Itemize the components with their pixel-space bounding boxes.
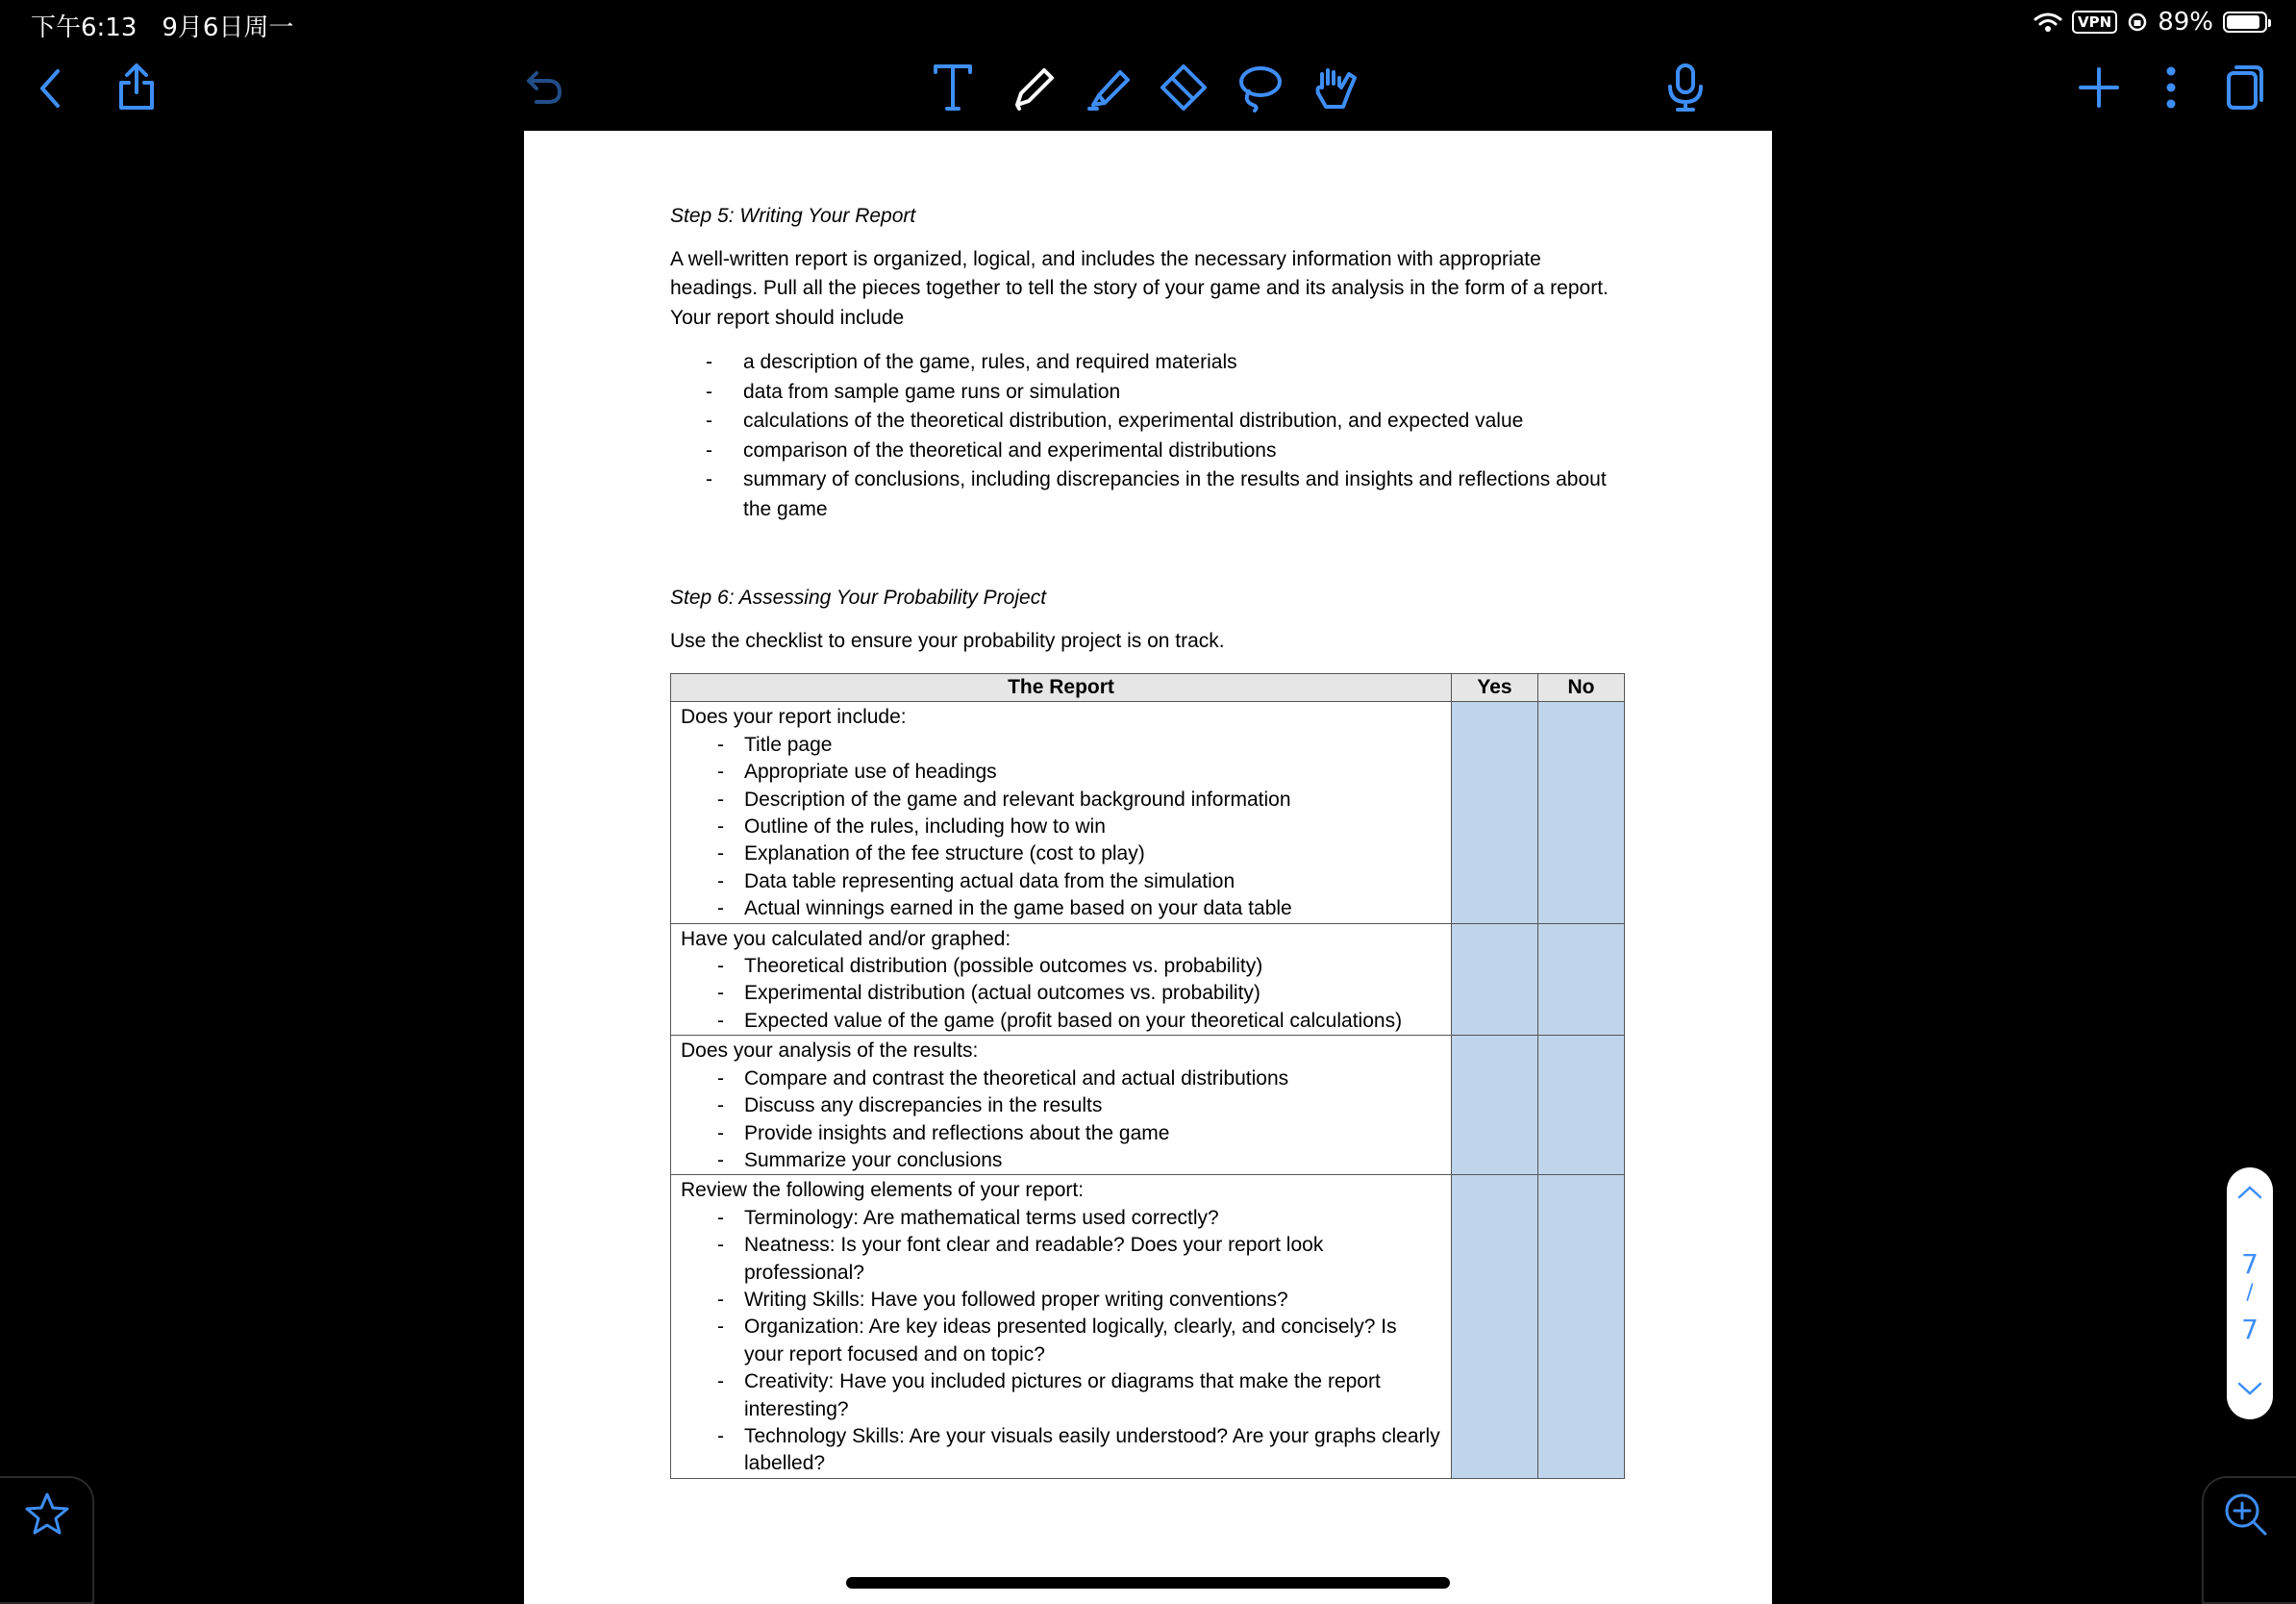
table-row [671,702,1625,923]
home-indicator [846,1577,1450,1589]
step6-paragraph: Use the checklist to ensure your probability project is on track. [670,629,1225,652]
checklist-item-text: Compare and contrast the theoretical and actual distributions [744,1066,1289,1090]
checklist-item-text: Provide insights and reflections about the game [744,1121,1170,1144]
table-row [671,1175,1625,1478]
checklist-item [681,1065,1441,1092]
bullet-text: calculations of the theoretical distribution, experimental distribution, and expected value [743,410,1524,432]
checklist-item-text: Expected value of the game (profit based on your theoretical calculations) [744,1009,1403,1032]
lasso-tool-button[interactable] [1233,60,1286,115]
step6-title: Step 6: Assessing Your Probability Project [670,587,1047,609]
checklist-item [681,814,1441,840]
eraser-icon [1159,63,1209,113]
table-header-row [671,674,1625,702]
more-icon [2165,65,2177,110]
bullet-dash: - [717,733,724,756]
step5-bullet-list [670,348,1625,524]
step5-bullet-item [670,407,1625,437]
bullet-text: comparison of the theoretical and experimental distributions [743,439,1277,462]
add-page-button[interactable] [2073,62,2125,113]
highlighter-tool-button[interactable] [1081,60,1135,115]
step5-bullet-item [670,378,1625,408]
bullet-dash: - [717,1424,724,1447]
checklist-item-text: Data table representing actual data from the simulation [744,869,1235,892]
checklist-item [681,787,1441,814]
bullet-text: data from sample game runs or simulation [743,380,1121,403]
section-heading: Does your analysis of the results: [681,1040,979,1063]
bullet-dash: - [706,439,712,462]
checklist-item-text: Theoretical distribution (possible outcomes vs. probability) [744,955,1263,978]
highlighter-icon [1084,63,1132,113]
bullet-dash: - [717,982,724,1005]
bullet-dash: - [717,955,724,978]
checklist-item-text: Summarize your conclusions [744,1148,1003,1171]
document-page[interactable] [524,131,1772,1604]
header-yes: Yes [1452,674,1538,702]
step5-paragraph: A well-written report is organized, logical, and includes the necessary information with appropriate headings. Pull all the pieces together to tell the story of your game and its analysis in the form of a report. Your report should include [670,247,1609,329]
share-icon [115,62,158,112]
checklist-question-cell [671,702,1452,923]
step5-bullet-item [670,437,1625,466]
checklist-item-text: Terminology: Are mathematical terms used correctly? [744,1206,1219,1229]
checklist-item [681,1205,1441,1232]
step5-bullet-item [670,465,1625,524]
bullet-dash: - [717,761,724,784]
step5-title: Step 5: Writing Your Report [670,205,916,227]
pen-icon [1010,63,1056,113]
bullet-dash: - [717,1206,724,1229]
vpn-badge: VPN [2072,11,2117,34]
orientation-lock-icon [2127,12,2148,33]
table-row [671,923,1625,1036]
page-content [670,202,1625,1479]
checklist-item [681,1423,1441,1478]
status-time: 下午6:13 [31,13,137,42]
section-heading: Have you calculated and/or graphed: [681,927,1011,950]
section-heading: Review the following elements of your report: [681,1179,1085,1202]
header-report: The Report [671,674,1452,702]
bullet-dash: - [717,1009,724,1032]
yes-checkbox-cell[interactable] [1452,923,1538,1036]
page-up-icon[interactable] [2236,1185,2263,1200]
checklist-item-text: Title page [744,733,833,756]
checklist-item-text: Description of the game and relevant background information [744,788,1291,811]
share-button[interactable] [108,58,165,115]
header-no: No [1538,674,1625,702]
bullet-text: summary of conclusions, including discrepancies in the results and insights and reflections about the game [743,468,1607,520]
bullet-dash: - [717,1288,724,1311]
checklist-item [681,868,1441,895]
status-date: 9月6日周一 [162,13,294,42]
undo-button[interactable] [519,63,567,112]
pages-icon [2223,63,2265,112]
bullet-dash: - [717,1316,724,1339]
checklist-item [681,1008,1441,1035]
status-bar-right [2034,8,2267,37]
checklist-item-text: Neatness: Is your font clear and readable? Does your report look professional? [744,1234,1324,1284]
text-tool-icon [932,63,974,113]
no-checkbox-cell[interactable] [1538,1036,1625,1175]
pages-button[interactable] [2219,60,2269,115]
checklist-item-text: Discuss any discrepancies in the results [744,1094,1103,1117]
hand-tool-button[interactable] [1308,60,1361,115]
bullet-dash: - [717,842,724,865]
battery-icon [2223,12,2267,33]
bullet-dash: - [717,1234,724,1257]
back-icon [37,67,65,110]
checklist-item-text: Actual winnings earned in the game based on your data table [744,897,1292,920]
checklist-item-text: Writing Skills: Have you followed proper writing conventions? [744,1288,1288,1311]
favorite-panel [0,1476,94,1604]
page-separator: / [2246,1281,2254,1305]
zoom-panel [2202,1476,2296,1604]
checklist-item-text: Appropriate use of headings [744,761,997,784]
zoom-in-icon[interactable] [2223,1491,2269,1538]
bullet-dash: - [717,815,724,839]
status-bar-left [31,8,293,43]
checklist-body [671,702,1625,1478]
bullet-dash: - [706,468,712,490]
page-down-icon[interactable] [2236,1381,2263,1396]
back-button[interactable] [27,63,75,113]
checklist-item-text: Organization: Are key ideas presented logically, clearly, and concisely? Is your report focused and on topic? [744,1316,1397,1366]
bullet-dash: - [706,351,712,373]
table-row [671,1036,1625,1175]
microphone-icon [1666,62,1705,113]
bullet-text: a description of the game, rules, and required materials [743,351,1237,373]
add-icon [2077,65,2121,110]
section-heading: Does your report include: [681,706,907,729]
checklist-item [681,759,1441,786]
undo-icon [523,67,563,108]
checklist-item [681,1120,1441,1147]
checklist-item-text: Explanation of the fee structure (cost to play) [744,842,1145,865]
wifi-icon [2034,12,2062,33]
lasso-icon [1235,63,1284,113]
no-checkbox-cell[interactable] [1538,1175,1625,1478]
bullet-dash: - [717,1066,724,1090]
bullet-dash: - [706,380,712,403]
checklist-question-cell [671,1036,1452,1175]
yes-checkbox-cell[interactable] [1452,1036,1538,1175]
checklist-item [681,1092,1441,1119]
hand-icon [1310,63,1359,113]
microphone-button[interactable] [1661,60,1710,115]
checklist-item [681,980,1441,1007]
battery-percent: 89% [2158,8,2213,37]
checklist-item [681,1147,1441,1174]
checklist-table [670,673,1625,1479]
eraser-tool-button[interactable] [1156,60,1211,115]
yes-checkbox-cell[interactable] [1452,1175,1538,1478]
checklist-item [681,1232,1441,1287]
page-navigator[interactable] [2227,1167,2273,1419]
bullet-dash: - [706,410,712,432]
bullet-dash: - [717,1148,724,1171]
checklist-item-text: Creativity: Have you included pictures or diagrams that make the report interesting? [744,1370,1381,1420]
text-tool-button[interactable] [927,60,979,115]
checklist-item [681,1287,1441,1314]
bullet-dash: - [717,1121,724,1144]
checklist-item [681,895,1441,922]
checklist-item-text: Experimental distribution (actual outcomes vs. probability) [744,982,1260,1005]
checklist-question-cell [671,1175,1452,1478]
star-icon[interactable] [25,1491,69,1536]
checklist-item-text: Outline of the rules, including how to win [744,815,1106,839]
step5-bullet-item [670,348,1625,378]
checklist-question-cell [671,923,1452,1036]
bullet-dash: - [717,897,724,920]
bullet-dash: - [717,788,724,811]
more-options-button[interactable] [2156,62,2186,113]
checklist-item [681,953,1441,980]
bullet-dash: - [717,869,724,892]
checklist-item [681,1368,1441,1423]
checklist-item-text: Technology Skills: Are your visuals easily understood? Are your graphs clearly labelled? [744,1424,1440,1475]
total-page-number: 7 [2241,1314,2259,1345]
current-page-number: 7 [2241,1248,2259,1280]
checklist-item [681,840,1441,867]
checklist-item [681,732,1441,759]
no-checkbox-cell[interactable] [1538,702,1625,923]
yes-checkbox-cell[interactable] [1452,702,1538,923]
pen-tool-button[interactable] [1006,60,1060,115]
checklist-item [681,1314,1441,1368]
bullet-dash: - [717,1094,724,1117]
no-checkbox-cell[interactable] [1538,923,1625,1036]
bullet-dash: - [717,1370,724,1393]
